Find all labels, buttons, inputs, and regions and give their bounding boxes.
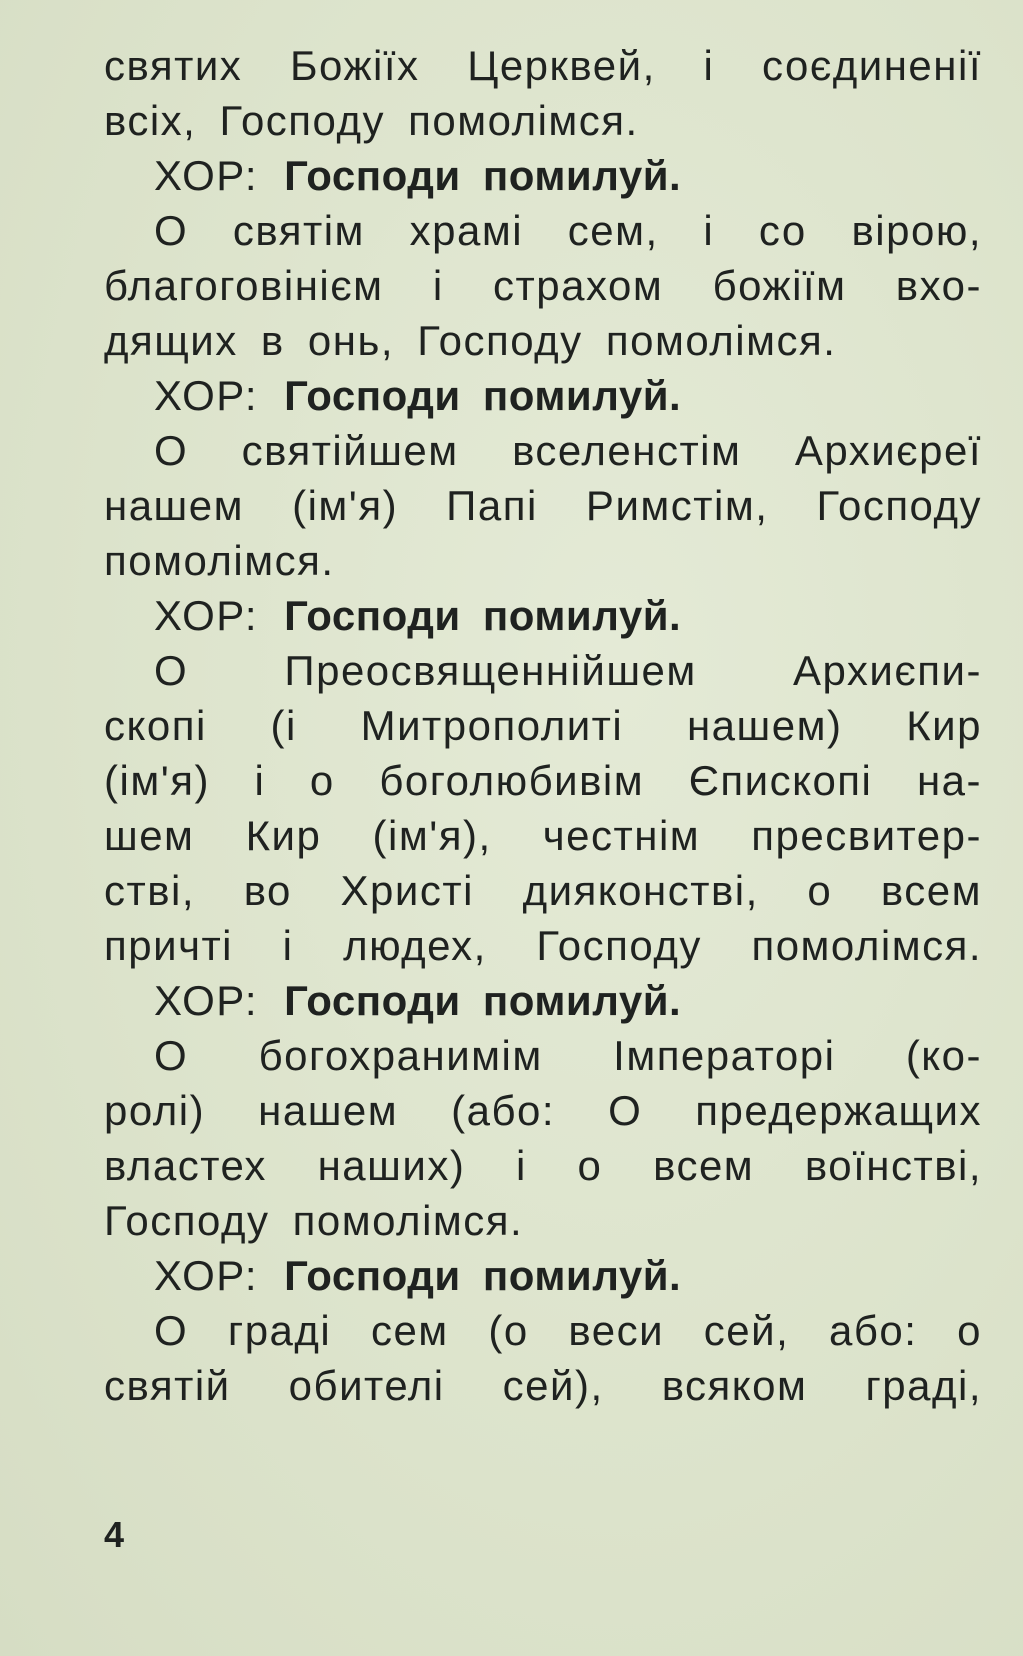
text-line: причті і людех, Господу помолімся. — [104, 922, 982, 969]
chorus-response — [104, 148, 982, 203]
page-number: 4 — [104, 1514, 125, 1555]
text-line: (ім'я) і о боголюбивім Єпископі на- — [104, 757, 982, 804]
chorus-text: Господи помилуй. — [284, 592, 682, 639]
text-line: святих Божіїх Церквей, і соєдиненії — [104, 42, 982, 89]
chorus-label: ХОР: — [154, 592, 259, 639]
chorus-label: ХОР: — [154, 372, 259, 419]
text-line: нашем (ім'я) Папі Римстім, Господу — [104, 482, 982, 529]
text-line: Господу помолімся. — [104, 1197, 524, 1244]
text-line: помолімся. — [104, 537, 335, 584]
text-line: О граді сем (о веси сей, або: о — [154, 1307, 982, 1354]
text-line: всіх, Господу помолімся. — [104, 97, 639, 144]
text-line: скопі (і Митрополиті нашем) Кир — [104, 702, 982, 749]
text-line: О святім храмі сем, і со вірою, — [154, 207, 982, 254]
chorus-text: Господи помилуй. — [284, 372, 682, 419]
text-line: дящих в онь, Господу помолімся. — [104, 317, 837, 364]
text-line: святій обителі сей), всяком граді, — [104, 1362, 982, 1409]
chorus-response — [104, 368, 982, 423]
chorus-response — [104, 588, 982, 643]
chorus-text: Господи помилуй. — [284, 977, 682, 1024]
text-line: О святійшем вселенстім Архиєреї — [154, 427, 982, 474]
chorus-label: ХОР: — [154, 152, 259, 199]
text-line: властех наших) і о всем воїнстві, — [104, 1142, 982, 1189]
liturgy-text — [104, 38, 982, 1413]
chorus-response — [104, 1248, 982, 1303]
chorus-text: Господи помилуй. — [284, 152, 682, 199]
chorus-label: ХОР: — [154, 1252, 259, 1299]
text-line: стві, во Христі дияконстві, о всем — [104, 867, 982, 914]
chorus-text: Господи помилуй. — [284, 1252, 682, 1299]
text-line: шем Кир (ім'я), честнім пресвитер- — [104, 812, 982, 859]
text-line: О Преосвященнійшем Архиєпи- — [154, 647, 982, 694]
text-line: О богохранимім Імператорі (ко- — [154, 1032, 982, 1079]
chorus-label: ХОР: — [154, 977, 259, 1024]
text-line: благоговінієм і страхом божіїм вхо- — [104, 262, 982, 309]
chorus-response — [104, 973, 982, 1028]
text-line: ролі) нашем (або: О предержащих — [104, 1087, 982, 1134]
